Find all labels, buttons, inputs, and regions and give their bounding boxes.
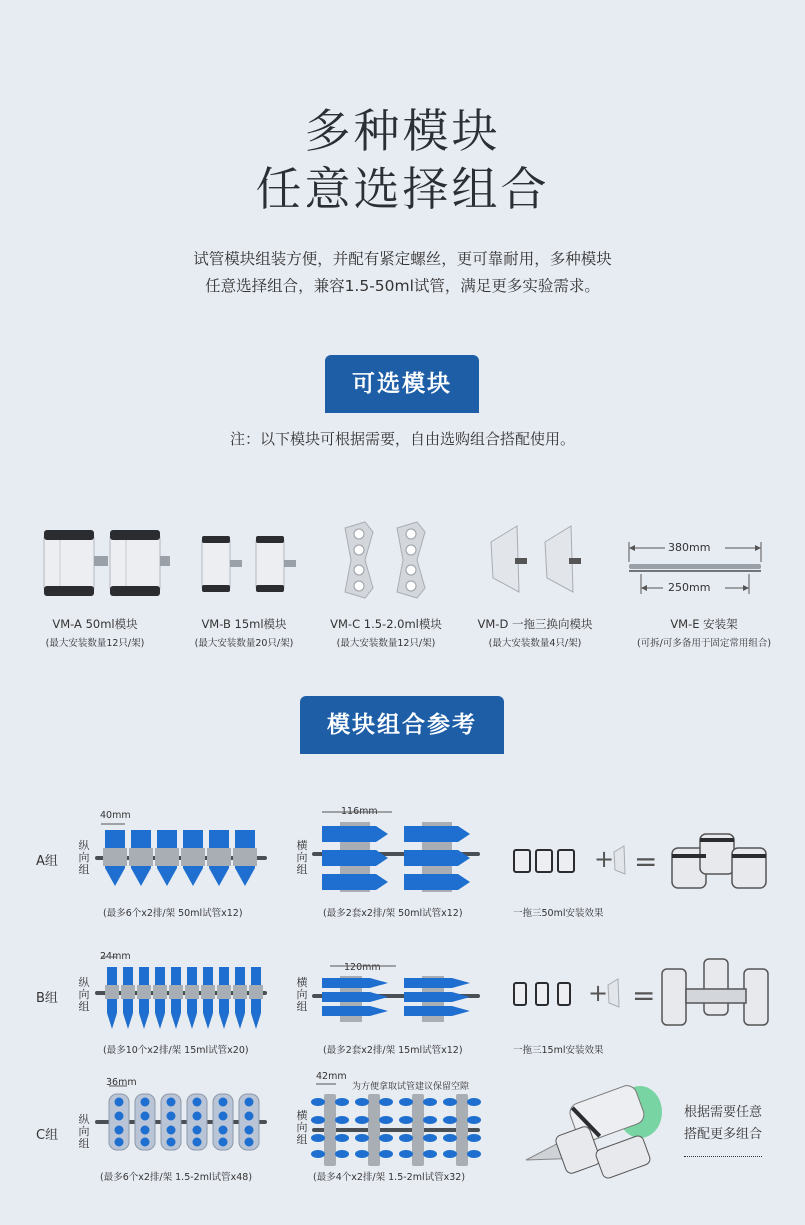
intro-line-2: 任意选择组合，兼容1.5-50ml试管，满足更多实验需求。 bbox=[205, 277, 600, 295]
vm-c-module-image bbox=[335, 520, 435, 600]
diagram-c-vertical bbox=[95, 1086, 275, 1156]
tube-15ml bbox=[404, 992, 470, 1002]
tube-clamp bbox=[233, 985, 247, 999]
caption-c-vertical: (最多6个x2排/架 1.5-2ml试管x48) bbox=[100, 1172, 253, 1183]
micro-tube bbox=[379, 1134, 393, 1142]
tube-15ml bbox=[322, 1006, 388, 1016]
dim-label-b-vertical: 24mm bbox=[100, 951, 131, 962]
micro-tube bbox=[193, 1126, 202, 1135]
micro-tube bbox=[115, 1126, 124, 1135]
micro-tube bbox=[167, 1138, 176, 1147]
dotted-underline bbox=[684, 1156, 762, 1157]
module-item-vm-e bbox=[614, 614, 794, 649]
svg-text:+: + bbox=[588, 979, 609, 1007]
dim-note-c-horizontal: 为方便拿取试管建议保留空隙 bbox=[352, 1082, 470, 1092]
effect-a-image bbox=[510, 830, 780, 900]
micro-tube bbox=[355, 1150, 369, 1158]
tube-clamp bbox=[217, 985, 231, 999]
rack-dim-top: 380mm bbox=[668, 541, 711, 554]
micro-tube bbox=[467, 1116, 481, 1124]
combo-reference-heading: 模块组合参考 bbox=[300, 696, 504, 754]
micro-tube bbox=[399, 1116, 413, 1124]
micro-tube bbox=[115, 1138, 124, 1147]
micro-tube bbox=[167, 1098, 176, 1107]
micro-tube bbox=[335, 1116, 349, 1124]
micro-tube bbox=[423, 1098, 437, 1106]
micro-tube bbox=[423, 1150, 437, 1158]
tube-clamp bbox=[233, 848, 257, 866]
dim-label-c-horizontal: 42mm bbox=[316, 1071, 347, 1082]
horizontal-group-label-b: 横 向 组 bbox=[296, 976, 308, 1013]
micro-tube bbox=[443, 1134, 457, 1142]
micro-tube bbox=[219, 1112, 228, 1121]
module-name: VM-B 15ml模块 bbox=[201, 617, 287, 631]
micro-tube bbox=[141, 1098, 150, 1107]
optional-modules-heading: 可选模块 bbox=[325, 355, 479, 413]
module-name: VM-C 1.5-2.0ml模块 bbox=[330, 617, 442, 631]
rail bbox=[312, 1128, 480, 1132]
micro-tube bbox=[245, 1112, 254, 1121]
dim-label-b-horizontal: 120mm bbox=[344, 962, 381, 973]
tube-clamp bbox=[249, 985, 263, 999]
tube-15ml bbox=[404, 978, 470, 988]
micro-tube bbox=[219, 1098, 228, 1107]
caption-b-vertical: (最多10个x2排/架 15ml试管x20) bbox=[103, 1045, 249, 1056]
effect-b-image bbox=[510, 955, 780, 1035]
micro-tube bbox=[311, 1116, 325, 1124]
micro-tube bbox=[379, 1098, 393, 1106]
effect-c-image bbox=[520, 1082, 670, 1182]
micro-tube bbox=[443, 1150, 457, 1158]
micro-tube bbox=[311, 1134, 325, 1142]
micro-tube bbox=[115, 1098, 124, 1107]
tube-clamp bbox=[169, 985, 183, 999]
micro-tube bbox=[379, 1116, 393, 1124]
module-subtext: (最大安装数量12只/架) bbox=[45, 638, 145, 649]
tube-50ml bbox=[322, 826, 388, 842]
tube-50ml bbox=[322, 850, 388, 866]
micro-tube bbox=[141, 1126, 150, 1135]
module-name: VM-D 一拖三换向模块 bbox=[477, 617, 593, 631]
module-name: VM-E 安装架 bbox=[670, 617, 738, 631]
micro-tube bbox=[355, 1134, 369, 1142]
vertical-group-label-b: 纵 向 组 bbox=[78, 976, 90, 1013]
micro-tube bbox=[311, 1098, 325, 1106]
micro-post bbox=[324, 1094, 336, 1166]
module-item-vm-a bbox=[15, 614, 175, 649]
caption-a-effect: 一拖三50ml安装效果 bbox=[513, 908, 604, 919]
horizontal-group-label-c: 横 向 组 bbox=[296, 1109, 308, 1146]
micro-tube bbox=[443, 1116, 457, 1124]
tube-50ml bbox=[404, 850, 470, 866]
tube-clamp bbox=[137, 985, 151, 999]
vm-d-module-image bbox=[485, 522, 585, 598]
group-c-label: C组 bbox=[36, 1128, 59, 1143]
micro-tube bbox=[423, 1116, 437, 1124]
tube-50ml bbox=[404, 874, 470, 890]
tube-50ml bbox=[404, 826, 470, 842]
vertical-group-label-a: 纵 向 组 bbox=[78, 839, 90, 876]
micro-post bbox=[456, 1094, 468, 1166]
module-subtext: (最大安装数量20只/架) bbox=[194, 638, 294, 649]
micro-tube bbox=[193, 1112, 202, 1121]
tube-clamp bbox=[201, 985, 215, 999]
micro-tube bbox=[115, 1112, 124, 1121]
micro-tube bbox=[245, 1098, 254, 1107]
group-b-label: B组 bbox=[36, 991, 58, 1006]
combo-more-text: 根据需要任意 搭配更多组合 bbox=[684, 1105, 763, 1142]
micro-post bbox=[368, 1094, 380, 1166]
micro-tube bbox=[399, 1134, 413, 1142]
micro-tube bbox=[399, 1098, 413, 1106]
page-title-line-1: 多种模块 bbox=[304, 104, 501, 158]
group-a-label: A组 bbox=[36, 854, 58, 869]
micro-tube bbox=[219, 1138, 228, 1147]
caption-b-effect: 一拖三15ml安装效果 bbox=[513, 1045, 604, 1056]
caption-b-horizontal: (最多2套x2排/架 15ml试管x12) bbox=[323, 1045, 463, 1056]
module-item-vm-c bbox=[306, 614, 466, 649]
micro-tube bbox=[467, 1134, 481, 1142]
tube-clamp bbox=[121, 985, 135, 999]
micro-tube bbox=[467, 1150, 481, 1158]
micro-tube bbox=[423, 1134, 437, 1142]
micro-tube bbox=[335, 1150, 349, 1158]
caption-a-vertical: (最多6个x2排/架 50ml试管x12) bbox=[103, 908, 243, 919]
tube-clamp bbox=[103, 848, 127, 866]
module-subtext: (最大安装数量12只/架) bbox=[336, 638, 436, 649]
horizontal-group-label-a: 横 向 组 bbox=[296, 839, 308, 876]
diagram-a-horizontal bbox=[312, 812, 482, 892]
optional-modules-note: 注：以下模块可根据需要，自由选购组合搭配使用。 bbox=[229, 430, 575, 448]
micro-post bbox=[412, 1094, 424, 1166]
tube-clamp bbox=[185, 985, 199, 999]
micro-tube bbox=[167, 1112, 176, 1121]
intro-line-1: 试管模块组装方便，并配有紧定螺丝，更可靠耐用，多种模块 bbox=[193, 250, 612, 268]
diagram-b-horizontal bbox=[312, 966, 482, 1026]
tube-clamp bbox=[129, 848, 153, 866]
micro-tube bbox=[141, 1112, 150, 1121]
micro-tube bbox=[167, 1126, 176, 1135]
micro-tube bbox=[219, 1126, 228, 1135]
micro-tube bbox=[467, 1098, 481, 1106]
caption-a-horizontal: (最多2套x2排/架 50ml试管x12) bbox=[323, 908, 463, 919]
tube-15ml bbox=[322, 992, 388, 1002]
tube-clamp bbox=[181, 848, 205, 866]
tube-clamp bbox=[105, 985, 119, 999]
micro-tube bbox=[379, 1150, 393, 1158]
dim-label-a-horizontal: 116mm bbox=[341, 806, 378, 817]
micro-tube bbox=[245, 1126, 254, 1135]
micro-tube bbox=[311, 1150, 325, 1158]
tube-clamp bbox=[207, 848, 231, 866]
module-subtext: (可拆/可多备用于固定常用组合) bbox=[636, 638, 772, 649]
svg-text:=: = bbox=[634, 845, 658, 878]
micro-tube bbox=[399, 1150, 413, 1158]
tube-15ml bbox=[404, 1006, 470, 1016]
diagram-a-vertical bbox=[95, 820, 275, 900]
diagram-b-vertical bbox=[95, 955, 275, 1035]
vm-a-module-image bbox=[40, 522, 170, 600]
diagram-c-horizontal bbox=[312, 1080, 482, 1170]
svg-text:+: + bbox=[594, 845, 615, 873]
tube-50ml bbox=[322, 874, 388, 890]
rack-dim-bottom: 250mm bbox=[668, 581, 711, 594]
module-name: VM-A 50ml模块 bbox=[52, 617, 138, 631]
dim-label-a-vertical: 40mm bbox=[100, 810, 131, 821]
tube-clamp bbox=[153, 985, 167, 999]
micro-tube bbox=[355, 1116, 369, 1124]
dim-label-c-vertical: 36mm bbox=[106, 1077, 137, 1088]
micro-tube bbox=[193, 1138, 202, 1147]
module-item-vm-b bbox=[164, 614, 324, 649]
module-subtext: (最大安装数量4只/架) bbox=[488, 638, 582, 649]
page-title-line-2: 任意选择组合 bbox=[255, 162, 550, 216]
micro-tube bbox=[141, 1138, 150, 1147]
micro-tube bbox=[335, 1134, 349, 1142]
micro-tube bbox=[335, 1098, 349, 1106]
vertical-group-label-c: 纵 向 组 bbox=[78, 1113, 90, 1150]
svg-text:=: = bbox=[632, 979, 656, 1012]
tube-15ml bbox=[322, 978, 388, 988]
caption-c-horizontal: (最多4个x2排/架 1.5-2ml试管x32) bbox=[313, 1172, 466, 1183]
micro-tube bbox=[443, 1098, 457, 1106]
micro-tube bbox=[193, 1098, 202, 1107]
vm-b-module-image bbox=[198, 532, 298, 594]
micro-tube bbox=[245, 1138, 254, 1147]
tube-clamp bbox=[155, 848, 179, 866]
micro-tube bbox=[355, 1098, 369, 1106]
module-item-vm-d bbox=[455, 614, 615, 649]
